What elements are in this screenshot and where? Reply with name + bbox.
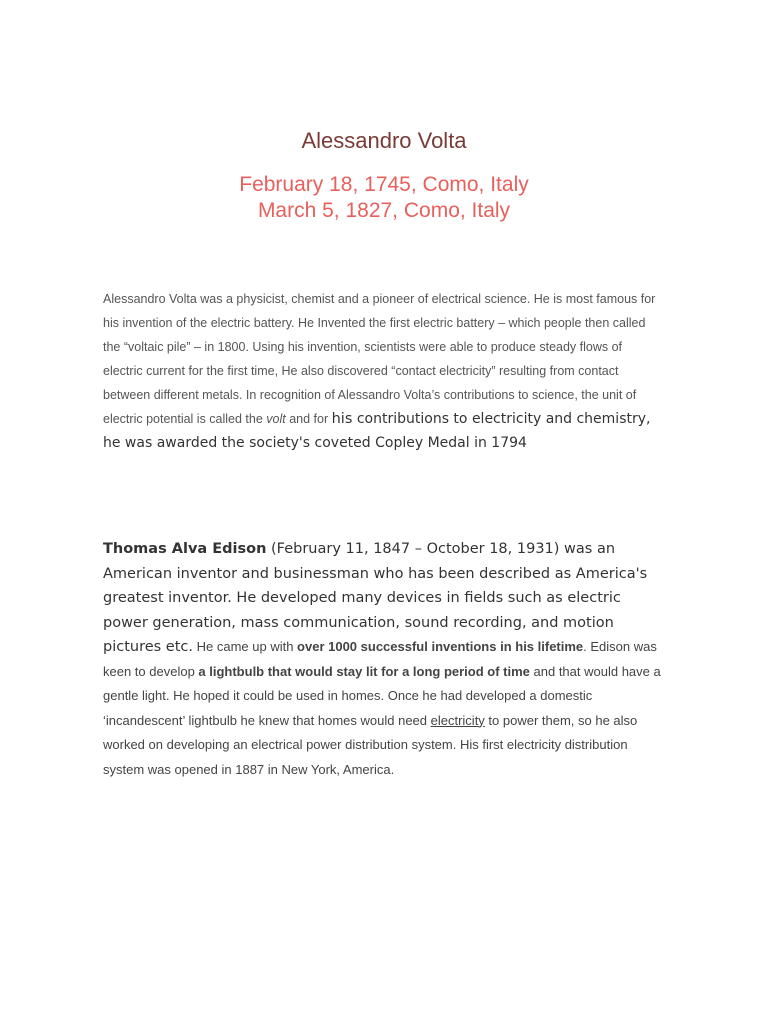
edison-text-5: to power them, so he also worked on developing an electrical power distribution system. His first electricity distribution system was opened in 1887 in New York, America. bbox=[103, 712, 638, 777]
edison-bold-1: over 1000 successful inventions in his lifetime bbox=[297, 639, 584, 654]
edison-name: Thomas Alva Edison bbox=[103, 541, 267, 557]
volta-text-3: his bbox=[331, 411, 353, 427]
edison-paragraph bbox=[103, 537, 663, 782]
volta-text-2: and for bbox=[285, 412, 332, 426]
edison-text-3: . Edison was keen to develop bbox=[103, 639, 657, 679]
volta-title: Alessandro Volta bbox=[301, 128, 467, 153]
edison-text-2: He came up with bbox=[193, 639, 298, 654]
volta-paragraph bbox=[103, 287, 663, 455]
edison-bold-2: a lightbulb that would stay lit for a long period of time bbox=[198, 663, 530, 679]
volta-text-1: Alessandro Volta was a physicist, chemist and a pioneer of electrical science. He is most famous for his invention of the electric battery. He Invented the first electric battery – which people then called the “voltaic pile” – in 1800. Using his invention, scientists were able to produce steady flows of electric current for the first time, He also discovered “contact electricity” resulting from contact between different metals. In recognition of Alessandro Volta’s contributions to science, the unit of electric potential is called the bbox=[103, 292, 656, 426]
volta-dates bbox=[0, 172, 768, 224]
electricity-link[interactable]: electricity bbox=[430, 712, 485, 728]
edison-text-1: (February 11, 1847 – October 18, 1931) was an American inventor and businessman who has been described as America's greatest inventor. He developed many devices in fields such as electric power generation, mass communication, sound recording, and motion pictures etc. bbox=[103, 541, 648, 655]
volta-text-italic: volt bbox=[266, 412, 286, 426]
birth-date: February 18, 1745, Como, Italy bbox=[239, 173, 529, 196]
edison-text-4: and that would have a gentle light. He hoped it could be used in homes. Once he had developed a domestic ‘incandescent’ lightbulb he knew that homes would need bbox=[103, 663, 661, 728]
volta-text-4: contributions to electricity and chemistry, he was awarded the society's coveted Copley Medal in 1794 bbox=[103, 411, 651, 451]
death-date: March 5, 1827, Como, Italy bbox=[257, 199, 511, 222]
